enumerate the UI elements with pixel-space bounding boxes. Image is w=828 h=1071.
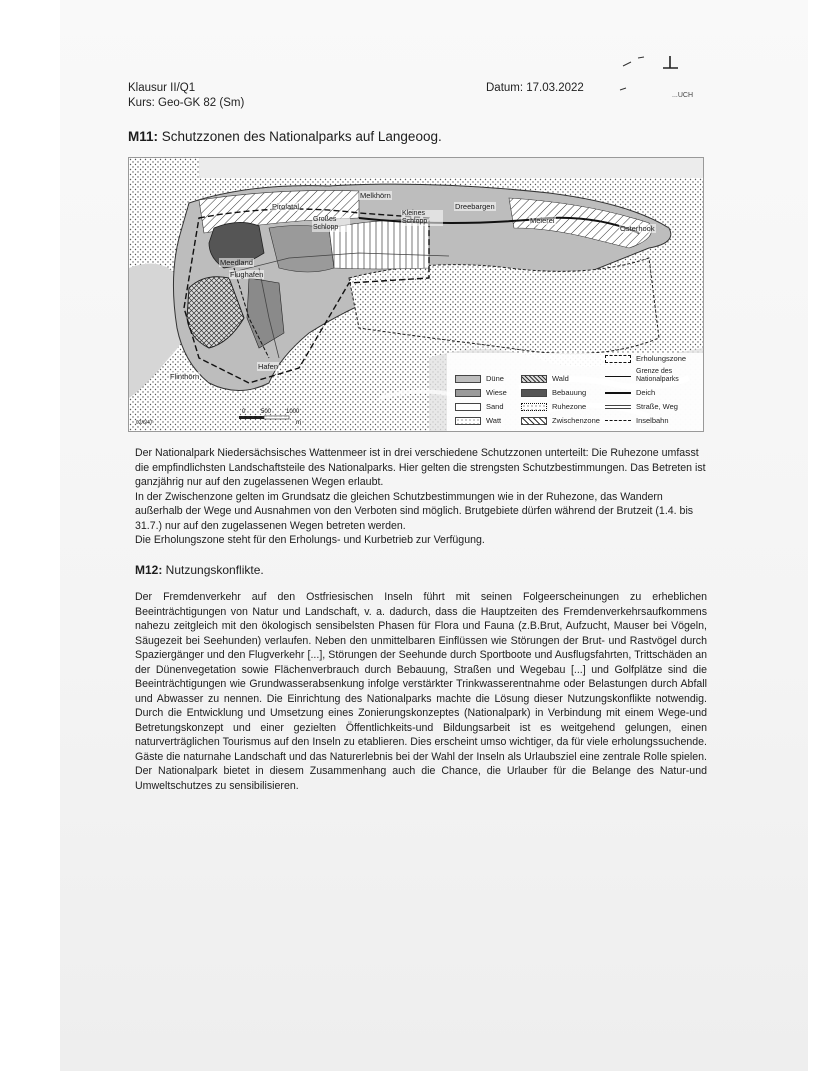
label-kl-schlopp: Kleines Schlopp: [401, 210, 443, 226]
legend-bebauung: Bebauung: [521, 388, 586, 397]
pen-marks: [618, 48, 698, 98]
label-pirolatal: Pirolatal: [272, 202, 300, 211]
legend-wiese: Wiese: [455, 388, 507, 397]
scale-zero: 0: [242, 409, 246, 415]
legend-watt: Watt: [455, 416, 501, 425]
label-dreebargen: Dreebargen: [455, 202, 495, 211]
label-flughafen: Flughafen: [230, 270, 264, 279]
m11-heading: [128, 129, 442, 144]
legend-sand: Sand: [455, 402, 504, 411]
scale-unit: m: [296, 420, 301, 426]
legend-erholungszone: Erholungszone: [605, 354, 686, 363]
label-meierei: Meierei: [530, 216, 555, 225]
m12-heading: [135, 563, 264, 577]
scale-mid: 500: [261, 409, 272, 415]
legend-duene: Düne: [455, 374, 504, 383]
label-hafen: Hafen: [258, 362, 279, 371]
m12-text: Der Fremdenverkehr auf den Ostfriesischen Inseln führt mit seinen Folgeerscheinungen zu erheblichen Beeinträchtigungen von Natur und Landschaft, v. a. dadurch, dass die Hauptzeiten des Fremdenverkehrsaufkommens nahezu zeitgleich mit den ökologisch sensibelsten Phasen für Flora und Fauna (z.B.Brut, Aufzucht, Mauser bei Vögeln, Säugezeit bei Seehunden) verlaufen. Neben den unmittelbaren Einflüssen wie Störungen der Brut- und Rastvögel durch Spaziergänger und den Flugverkehr [...], Störungen der Seehunde durch Sportboote und Ausflugsfahrten, Trittschäden an der Dünenvegetation sowie Flächenverbrauch durch Bebauung, Straßen und Wegebau [...] und Golfplätze sind die Beeinträchtigungen wie Grundwasserabsenkung infolge verstärkter Trinkwasserentnahme oder Belastungen durch Abfall und Abwasser zu nennen. Die Einrichtung des Nationalparks machte die Lösung dieser Nutzungskonflikte notwendig. Durch die Entwicklung und Umsetzung eines Zonierungskonzeptes (Nationalpark) in Verbindung mit einem Wege-und Betretungskonzept und einer gezielten Öffentlichkeits-und Bildungsarbeit ist es weitgehend gelungen, einen naturverträglichen Tourismus auf den Inseln zu etablieren. Dies erscheint umso wichtiger, da für viele erholungssuchende. Gäste die naturnahe Landschaft und das Naturerlebnis bei der Wahl der Inseln als Urlaubsziel eine zentrale Rolle spielen. Der Nationalpark bietet in diesem Zusammenhang auch die Chance, die Urlauber für die Belange des Natur-und Umweltschutzes zu sensibilisieren.: [135, 591, 707, 792]
map-code: 02/6/47: [136, 420, 153, 426]
m11-paragraph-1: Der Nationalpark Niedersächsisches Wattenmeer ist in drei verschiedene Schutzzonen unterteilt: Die Ruhezone umfasst die empfindlichsten Landschaftsteile des Nationalparks. Hier gelten die strengsten Schutzbestimmungen. Das Betreten ist ganzjährig nur auf den zugelassenen Wegen erlaubt.: [135, 447, 706, 488]
legend-ruhezone: Ruhezone: [521, 402, 586, 411]
exam-date: Datum: 17.03.2022: [486, 82, 584, 94]
legend-inselbahn: Inselbahn: [605, 416, 669, 425]
course-label: Kurs: Geo-GK 82 (Sm): [128, 97, 245, 109]
exam-title: Klausur II/Q1: [128, 82, 196, 94]
label-flinthorn: Flinthörn: [170, 372, 200, 381]
legend-wald: Wald: [521, 374, 569, 383]
langeoog-map: [128, 157, 704, 432]
corner-text: ...UCH: [672, 92, 693, 99]
label-meedland: Meedland: [220, 258, 253, 267]
m11-label: M11:: [128, 129, 159, 144]
legend-strasse: Straße, Weg: [605, 402, 678, 411]
m11-title: Schutzzonen des Nationalparks auf Langeoog.: [158, 129, 442, 144]
label-melkhorn: Melkhörn: [360, 191, 391, 200]
legend-grenze: Grenze des Nationalparks: [605, 368, 701, 384]
label-osterhook: Osterhook: [620, 224, 655, 233]
legend-deich: Deich: [605, 388, 655, 397]
scale-end: 1000: [286, 409, 300, 415]
m11-paragraph-2: In der Zwischenzone gelten im Grundsatz die gleichen Schutzbestimmungen wie in der Ruhezone, das Wandern außerhalb der Wege und Ausnahmen von den Verboten sind möglich. Brutgebiete dürfen während der Brutzeit (1.4. bis 31.7.) nur auf den zugelassenen Wegen betreten werden.: [135, 490, 694, 532]
m12-label: M12:: [135, 563, 163, 577]
m11-paragraph-3: Die Erholungszone steht für den Erholungs- und Kurbetrieb zur Verfügung.: [135, 534, 485, 546]
m12-title: Nutzungskonflikte.: [162, 563, 264, 577]
label-gr-schlopp: Großes Schlopp: [312, 216, 350, 232]
legend-zwischenzone: Zwischenzone: [521, 416, 600, 425]
m11-description: [135, 446, 710, 548]
